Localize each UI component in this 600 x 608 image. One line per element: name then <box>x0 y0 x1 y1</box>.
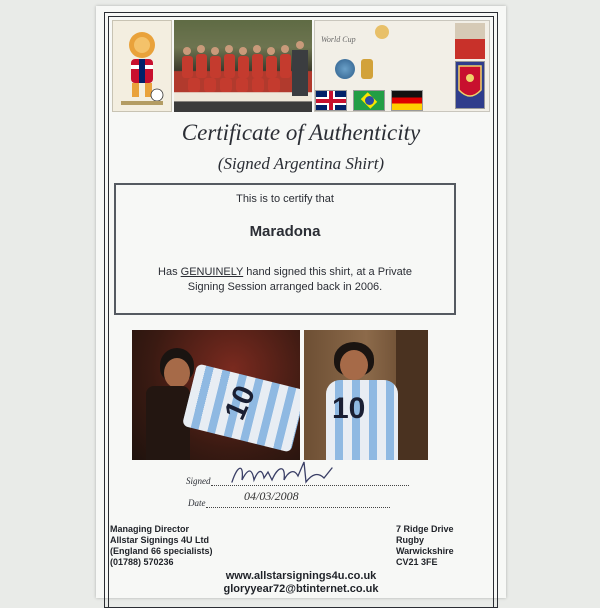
photo-wearing-shirt <box>304 330 428 460</box>
background-panel <box>396 330 428 460</box>
footer-address-line: CV21 3FE <box>396 557 438 567</box>
handwritten-signature <box>228 458 338 492</box>
footer-left-line: (England 66 specialists) <box>110 546 213 556</box>
certificate-page <box>96 6 506 598</box>
date-dotted-line <box>206 506 390 508</box>
footer-address-block <box>396 524 454 568</box>
certificate-subtitle: (Signed Argentina Shirt) <box>217 154 385 173</box>
certify-intro: This is to certify that <box>236 193 334 205</box>
statement-emphasis: GENUINELY <box>180 266 244 278</box>
header-image-strip <box>112 20 490 112</box>
germany-flag-icon <box>391 90 423 111</box>
player-face <box>164 358 190 388</box>
date-label: Date <box>188 498 206 508</box>
footer-left-block <box>110 524 213 568</box>
medal-icon <box>375 25 389 39</box>
brazil-flag-icon <box>353 90 385 111</box>
world-cup-willie-mascot-icon <box>112 20 172 112</box>
signed-label: Signed <box>186 476 211 486</box>
union-jack-flag-icon <box>315 90 347 111</box>
footer-address-line: Warwickshire <box>396 546 454 556</box>
footer-left-line: (01788) 570236 <box>110 557 174 567</box>
team-photo <box>174 20 312 112</box>
date-value: 04/03/2008 <box>244 489 299 503</box>
player-portrait <box>455 23 485 59</box>
email-link[interactable]: gloryyear72@btinternet.co.uk <box>223 583 379 595</box>
footer-contact <box>96 570 506 596</box>
certify-statement <box>146 265 424 295</box>
shirt-number-left: 10 <box>218 380 263 425</box>
website-link[interactable]: www.allstarsignings4u.co.uk <box>225 570 377 582</box>
certification-box <box>114 183 456 315</box>
world-cup-text: World Cup <box>321 35 356 44</box>
trophy-icon <box>361 59 373 79</box>
statement-suffix: hand signed this shirt, at a Private Signing Session arranged back in 2006. <box>187 266 412 293</box>
certificate-title: Certificate of Authenticity <box>181 120 421 145</box>
photo-signing-shirt <box>132 330 300 460</box>
footer-address-line: Rugby <box>396 535 424 545</box>
player-face-right <box>340 350 368 380</box>
footer-left-line: Managing Director <box>110 524 190 534</box>
footer-left-line: Allstar Signings 4U Ltd <box>110 535 210 545</box>
footer-address-line: 7 Ridge Drive <box>396 524 454 534</box>
world-cup-collage <box>314 20 490 112</box>
globe-icon <box>335 59 355 79</box>
signer-name: Maradona <box>249 223 321 240</box>
crest-shield-icon <box>455 61 485 109</box>
shirt-number-right: 10 <box>332 392 366 425</box>
statement-prefix: Has <box>158 266 181 278</box>
